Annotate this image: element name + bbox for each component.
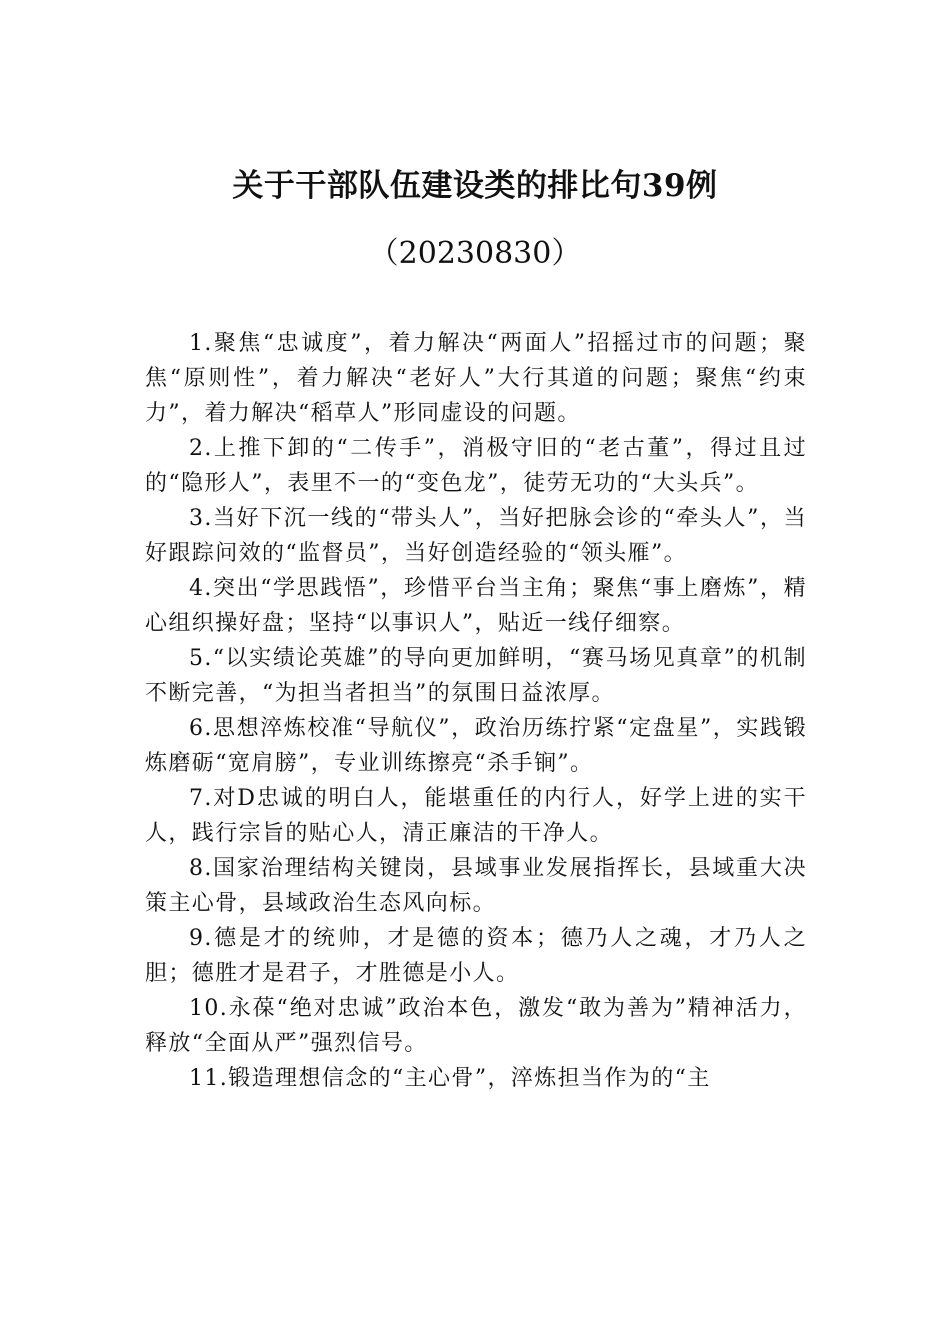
paragraph-7: 7.对D忠诚的明白人，能堪重任的内行人，好学上进的实干人，践行宗旨的贴心人，清正廉洁的干净人。	[145, 786, 807, 846]
paragraph-6: 6.思想淬炼校准“导航仪”，政治历练拧紧“定盘星”，实践锻炼磨砺“宽肩膀”，专业训练擦亮“杀手锏”。	[145, 716, 807, 776]
paragraph-2: 2.上推下卸的“二传手”，消极守旧的“老古董”，得过且过的“隐形人”，表里不一的“变色龙”，徒劳无功的“大头兵”。	[145, 436, 807, 496]
paragraph-9: 9.德是才的统帅，才是德的资本；德乃人之魂，才乃人之胆；德胜才是君子，才胜德是小人。	[145, 926, 807, 986]
paragraph-3: 3.当好下沉一线的“带头人”，当好把脉会诊的“牵头人”，当好跟踪问效的“监督员”，当好创造经验的“领头雁”。	[145, 506, 807, 566]
paragraph-8: 8.国家治理结构关键岗，县域事业发展指挥长，县域重大决策主心骨，县域政治生态风向标。	[145, 856, 807, 916]
paragraph-4: 4.突出“学思践悟”，珍惜平台当主角；聚焦“事上磨炼”，精心组织操好盘；坚持“以事识人”，贴近一线仔细察。	[145, 576, 807, 636]
paragraph-5: 5.“以实绩论英雄”的导向更加鲜明，“赛马场见真章”的机制不断完善，“为担当者担当”的氛围日益浓厚。	[145, 646, 807, 706]
document-body	[145, 326, 807, 1096]
paragraph-1: 1.聚焦“忠诚度”，着力解决“两面人”招摇过市的问题；聚焦“原则性”，着力解决“老好人”大行其道的问题；聚焦“约束力”，着力解决“稻草人”形同虚设的问题。	[145, 331, 807, 426]
paragraph-11: 11.锻造理想信念的“主心骨”，淬炼担当作为的“主	[189, 1066, 711, 1091]
paragraph-10: 10.永葆“绝对忠诚”政治本色，激发“敢为善为”精神活力，释放“全面从严”强烈信号。	[145, 996, 807, 1056]
document-title: 关于干部队伍建设类的排比句39例	[232, 168, 718, 204]
document-date-subtitle: （20230830）	[368, 236, 582, 271]
